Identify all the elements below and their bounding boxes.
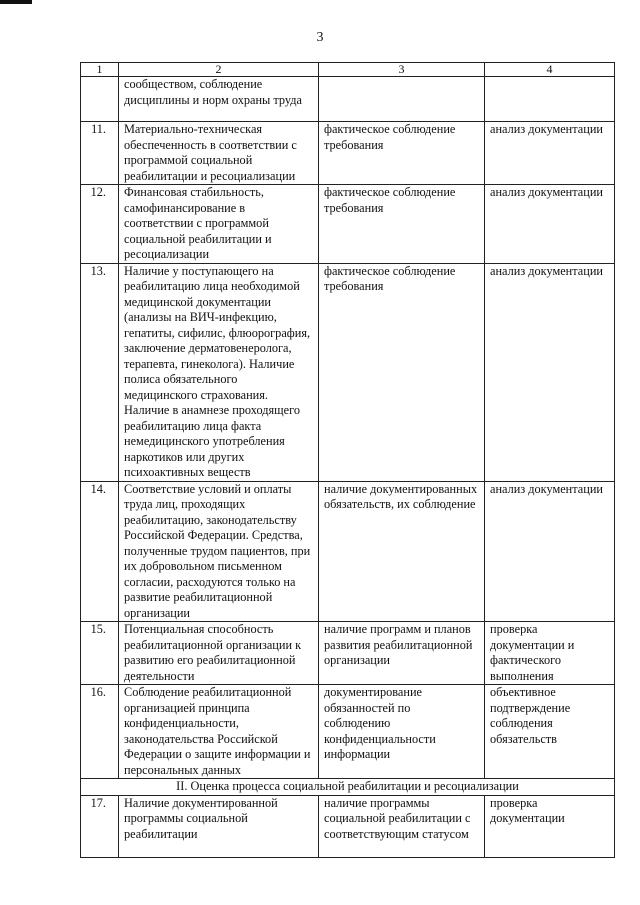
indicator-cell <box>319 77 485 122</box>
row-number: 17. <box>81 795 119 857</box>
table-row <box>81 685 615 779</box>
method-cell <box>485 77 615 122</box>
criterion-cell: Соблюдение реабилитационной организацией принципа конфиденциальности, законодательства Российской Федерации о защите информации и персональных данных <box>119 685 319 779</box>
header-col-4: 4 <box>485 63 615 77</box>
header-col-2: 2 <box>119 63 319 77</box>
indicator-cell: фактическое соблюдение требования <box>319 122 485 185</box>
criteria-table <box>80 62 615 858</box>
indicator-cell: фактическое соблюдение требования <box>319 185 485 264</box>
row-number: 13. <box>81 263 119 481</box>
method-cell: анализ документации <box>485 122 615 185</box>
row-number: 14. <box>81 481 119 622</box>
row-number: 11. <box>81 122 119 185</box>
indicator-cell: фактическое соблюдение требования <box>319 263 485 481</box>
table-row <box>81 622 615 685</box>
indicator-cell: наличие документированных обязательств, их соблюдение <box>319 481 485 622</box>
criterion-cell: Финансовая стабильность, самофинансирование в соответствии с программой социальной реабилитации и ресоциализации <box>119 185 319 264</box>
criterion-cell: сообществом, соблюдение дисциплины и норм охраны труда <box>119 77 319 122</box>
criterion-cell: Потенциальная способность реабилитационной организации к развитию его реабилитационной деятельности <box>119 622 319 685</box>
section-title: II. Оценка процесса социальной реабилитации и ресоциализации <box>81 779 615 796</box>
criterion-cell: Наличие документированной программы социальной реабилитации <box>119 795 319 857</box>
header-col-3: 3 <box>319 63 485 77</box>
table-row <box>81 263 615 481</box>
method-cell: проверка документации <box>485 795 615 857</box>
row-number: 12. <box>81 185 119 264</box>
method-cell: объективное подтверждение соблюдения обязательств <box>485 685 615 779</box>
table-row <box>81 481 615 622</box>
header-col-1: 1 <box>81 63 119 77</box>
table-header-row <box>81 63 615 77</box>
row-number: 16. <box>81 685 119 779</box>
table-row <box>81 185 615 264</box>
indicator-cell: документирование обязанностей по соблюдению конфиденциальности информации <box>319 685 485 779</box>
row-number <box>81 77 119 122</box>
corner-mark <box>0 0 32 4</box>
section-header-row <box>81 779 615 796</box>
table-row <box>81 77 615 122</box>
table-row <box>81 122 615 185</box>
page-number: 3 <box>316 30 324 45</box>
method-cell: анализ документации <box>485 263 615 481</box>
row-number: 15. <box>81 622 119 685</box>
method-cell: анализ документации <box>485 185 615 264</box>
criterion-cell: Соответствие условий и оплаты труда лиц, проходящих реабилитацию, законодательству Российской Федерации. Средства, полученные трудом пациентов, при их добровольном письменном согласии, расходуются только на развитие реабилитационной организации <box>119 481 319 622</box>
table-row <box>81 795 615 857</box>
indicator-cell: наличие программы социальной реабилитации с соответствующим статусом <box>319 795 485 857</box>
criterion-cell: Наличие у поступающего на реабилитацию лица необходимой медицинской документации (анализы на ВИЧ-инфекцию, гепатиты, сифилис, флюорография, заключение дерматовенеролога, терапевта, гинеколога). Наличие полиса обязательного медицинского страхования. Наличие в анамнезе проходящего реабилитацию лица факта немедицинского употребления наркотиков или других психоактивных веществ <box>119 263 319 481</box>
method-cell: проверка документации и фактического выполнения <box>485 622 615 685</box>
criterion-cell: Материально-техническая обеспеченность в соответствии с программой социальной реабилитации и ресоциализации <box>119 122 319 185</box>
method-cell: анализ документации <box>485 481 615 622</box>
indicator-cell: наличие программ и планов развития реабилитационной организации <box>319 622 485 685</box>
